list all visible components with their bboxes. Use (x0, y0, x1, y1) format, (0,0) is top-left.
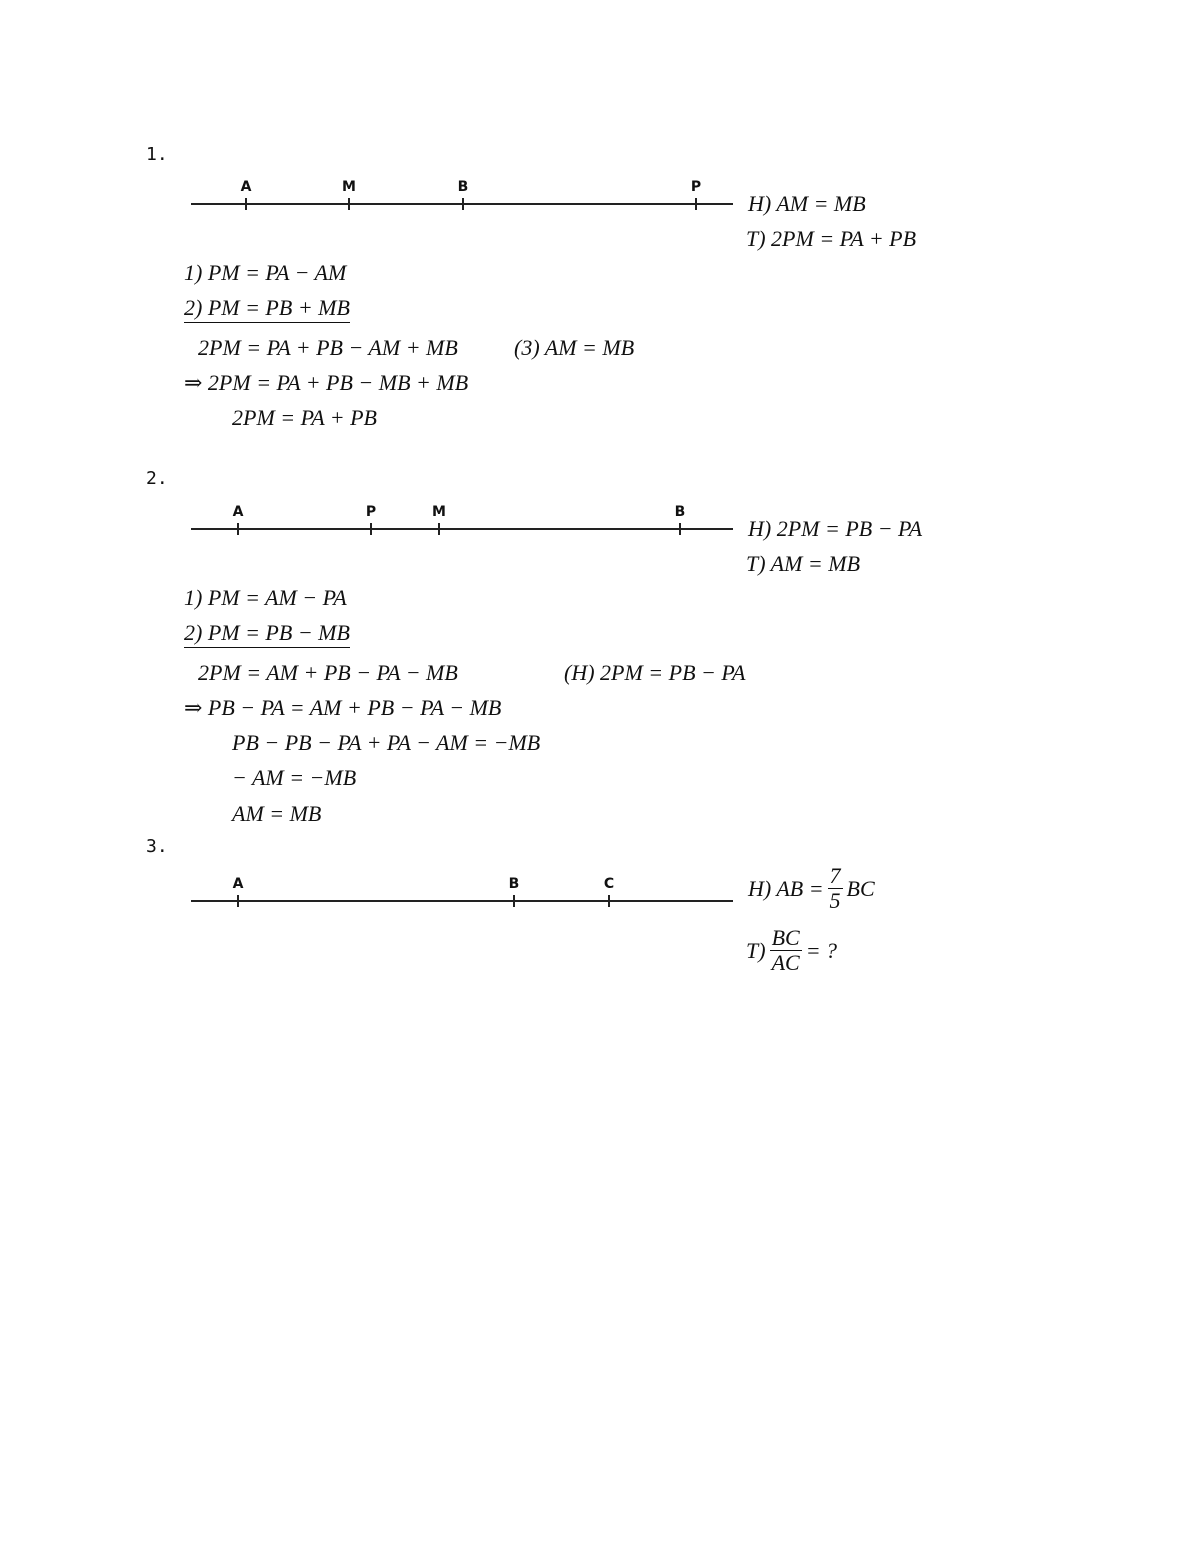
problem-2-number: 2. (146, 468, 168, 489)
step-1-5: 2PM = PA + PB (232, 405, 377, 430)
step-2-3: 2PM = AM + PB − PA − MB (198, 660, 458, 685)
fraction-numerator: 7 (829, 863, 841, 888)
step-1-2: 2) PM = PB + MB (184, 295, 350, 323)
thesis-3-fraction (770, 926, 802, 975)
point-tick-a (245, 198, 247, 210)
step-1-4: ⇒ 2PM = PA + PB − MB + MB (184, 370, 469, 395)
point-label-p: P (690, 179, 702, 195)
segment-line-3 (191, 876, 733, 902)
point-label-p: P (365, 504, 377, 520)
step-1-1: 1) PM = PA − AM (184, 260, 347, 285)
point-label-a: A (240, 179, 252, 195)
point-label-a: A (232, 876, 244, 892)
point-tick-m (348, 198, 350, 210)
segment-line-2 (191, 504, 733, 530)
problem-1-number: 1. (146, 144, 168, 165)
point-tick-a (237, 523, 239, 535)
point-tick-b (679, 523, 681, 535)
point-tick-c (608, 895, 610, 907)
hypothesis-3-suffix: BC (846, 875, 875, 901)
step-1-note: (3) AM = MB (514, 335, 635, 360)
thesis-2: T) AM = MB (746, 551, 861, 576)
step-2-note: (H) 2PM = PB − PA (564, 660, 746, 685)
point-tick-a (237, 895, 239, 907)
hypothesis-2: H) 2PM = PB − PA (748, 516, 923, 541)
step-2-2: 2) PM = PB − MB (184, 620, 350, 648)
step-1-3: 2PM = PA + PB − AM + MB (198, 335, 458, 360)
step-2-4: ⇒ PB − PA = AM + PB − PA − MB (184, 695, 502, 720)
hypothesis-3-prefix: H) AB = (748, 875, 824, 901)
segment-line-1 (191, 179, 733, 205)
point-tick-m (438, 523, 440, 535)
thesis-3-prefix: T) (746, 937, 766, 963)
step-2-7: AM = MB (232, 801, 322, 826)
step-2-6: − AM = −MB (232, 765, 357, 790)
hypothesis-3 (748, 864, 875, 913)
point-label-c: C (603, 876, 615, 892)
thesis-3-suffix: = ? (805, 937, 838, 963)
thesis-1: T) 2PM = PA + PB (746, 226, 917, 251)
point-label-b: B (508, 876, 520, 892)
thesis-3 (746, 926, 837, 975)
point-label-b: B (674, 504, 686, 520)
problem-3-number: 3. (146, 836, 168, 857)
fraction-denominator: AC (771, 950, 800, 975)
point-tick-b (513, 895, 515, 907)
point-tick-b (462, 198, 464, 210)
point-tick-p (695, 198, 697, 210)
point-label-m: M (432, 504, 446, 520)
step-2-5: PB − PB − PA + PA − AM = −MB (232, 730, 541, 755)
point-label-a: A (232, 504, 244, 520)
step-2-1: 1) PM = AM − PA (184, 585, 347, 610)
point-label-b: B (457, 179, 469, 195)
hypothesis-1: H) AM = MB (748, 191, 866, 216)
point-tick-p (370, 523, 372, 535)
fraction-numerator: BC (771, 925, 800, 950)
fraction-denominator: 5 (829, 888, 841, 913)
hypothesis-3-fraction (828, 864, 843, 913)
point-label-m: M (342, 179, 356, 195)
